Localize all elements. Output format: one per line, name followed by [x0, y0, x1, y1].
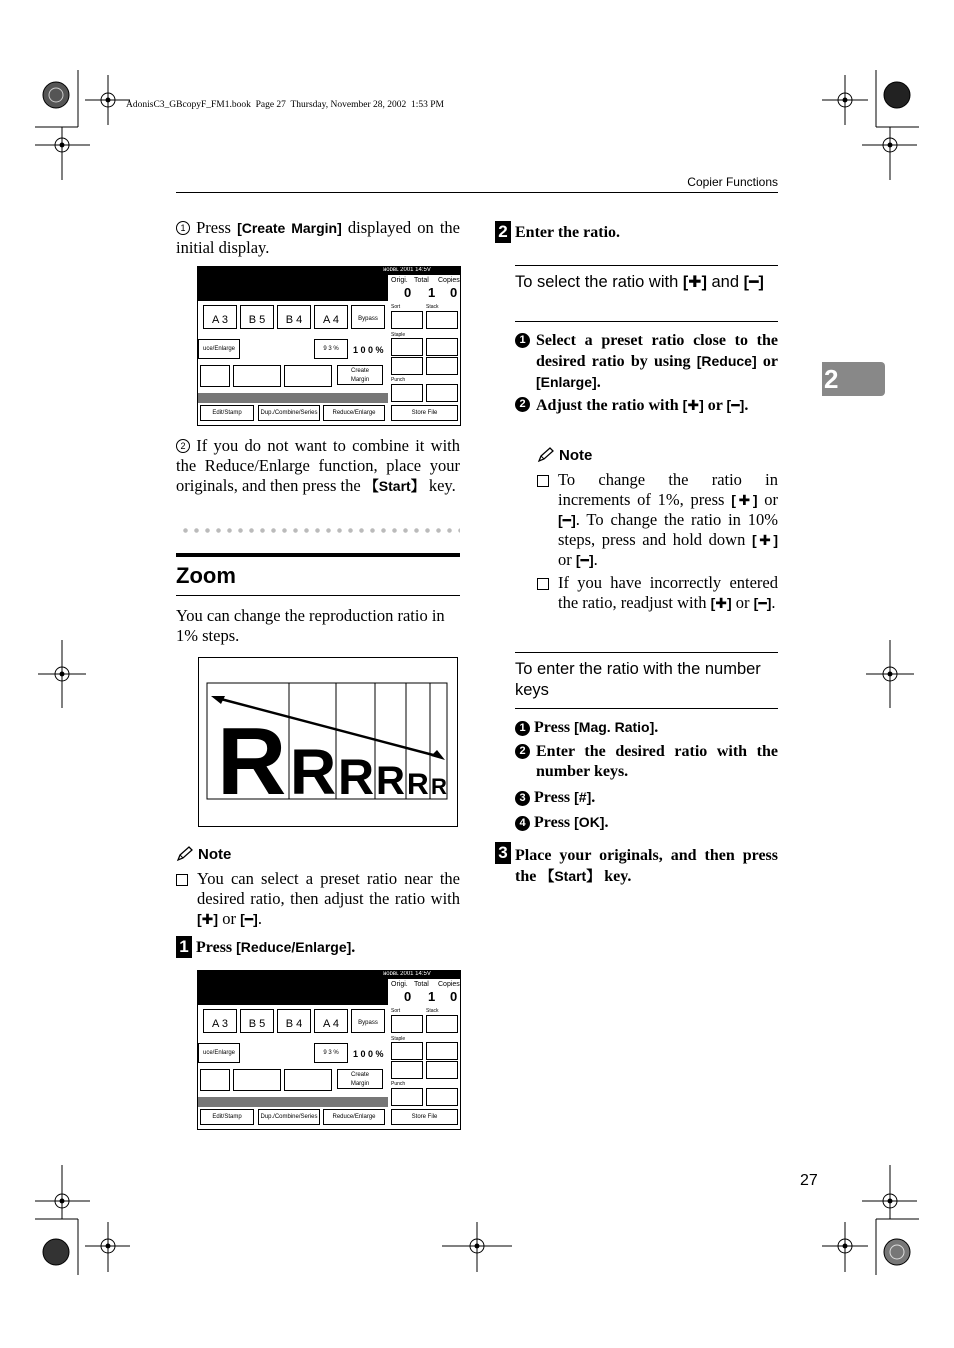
header-rule — [176, 192, 778, 193]
numkey-step-4: 4 Press [OK]. — [515, 812, 778, 833]
substep-2: 2 If you do not want to combine it with the Reduce/Enlarge function, place your originals, and then press the 【Start】 key. — [176, 436, 460, 495]
letter-r-4: R — [376, 759, 405, 803]
step-3: 3 Place your originals, and then press the 【Start】 key. — [495, 842, 778, 887]
note-item: You can select a preset ratio near the desired ratio, then adjust the ratio with [✚] or [━]. — [176, 869, 460, 929]
section-rule-bottom — [176, 595, 460, 596]
letter-r-2: R — [290, 736, 337, 808]
page-number: 27 — [800, 1172, 818, 1189]
checkbox-icon — [537, 475, 549, 487]
numkey-step-1: 1 Press [Mag. Ratio]. — [515, 717, 778, 738]
letter-r-6: R — [431, 774, 447, 799]
box1-rule-bottom — [515, 321, 778, 322]
step-2: 2 Enter the ratio. — [495, 221, 620, 243]
dotted-separator — [180, 528, 460, 533]
pencil-icon — [537, 447, 555, 463]
checkbox-icon — [537, 578, 549, 590]
bullet-2: 2 Adjust the ratio with [✚] or [━]. — [515, 395, 778, 416]
numkey-step-2: 2 Enter the desired ratio with the number keys. — [515, 742, 778, 782]
zoom-intro: You can change the reproduction ratio in 1% steps. — [176, 606, 445, 645]
box2-title: To enter the ratio with the number keys — [515, 660, 761, 699]
note-heading: Note — [176, 846, 231, 867]
substep-1: 1 Press [Create Margin] displayed on the initial display. — [176, 218, 461, 257]
section-rule-top — [176, 553, 460, 557]
note2-item-2: If you have incorrectly entered the ratio, readjust with [✚] or [━]. — [537, 573, 778, 613]
file-info: AdonisC3_GBcopyF_FM1.book Page 27 Thursday, November 28, 2002 1:53 PM — [126, 100, 444, 110]
box2-rule-bottom — [515, 708, 778, 709]
letter-r-3: R — [338, 749, 375, 805]
letter-r-1: R — [217, 708, 287, 815]
running-title: Copier Functions — [687, 175, 778, 189]
zoom-illustration — [199, 658, 457, 826]
letter-r-5: R — [407, 768, 429, 801]
zoom-figure — [198, 657, 458, 827]
chapter-tab: 2 — [822, 362, 885, 396]
control-panel-screen-2: ᴚᴏᴅʙʟ 2001 14:5V Origi. Total Copies 0 1 0 A 3 B 5 B 4 A 4 Bypass Sort Stack uce/Enlarge 9 3 % 1 0 0 % Staple Create Margin Punch Edit/Stamp Dup./Combine/Series Reduce/Enlarge Store File — [197, 970, 461, 1130]
box2-rule-top — [515, 652, 778, 653]
numkey-step-3: 3 Press [#]. — [515, 787, 778, 808]
control-panel-screen: ᴚᴏᴅʙʟ 2001 14:5V Origi. Total Copies 0 1 0 A 3 B 5 B 4 A 4 Bypass Sort Stack uce/Enlarge 9 3 % 1 0 0 % Staple Create Margin Punch Edit/Stamp Dup./Combine/Series Reduce/Enlarge Store File — [197, 266, 461, 426]
section-title: Zoom — [176, 563, 236, 588]
note-heading-2: Note — [537, 447, 592, 468]
bullet-1: 1 Select a preset ratio close to the desired ratio by using [Reduce] or [Enlarge]. — [515, 331, 778, 393]
step-1: 1 Press [Reduce/Enlarge]. — [176, 936, 460, 958]
box1-title: To select the ratio with [✚] and [━] — [515, 273, 764, 291]
checkbox-icon — [176, 874, 188, 886]
note2-item-1: To change the ratio in increments of 1%, press [✚] or [━]. To change the ratio in 10% steps, press and hold down [✚] or [━]. — [537, 470, 778, 570]
box1-rule-top — [515, 265, 778, 266]
pencil-icon — [176, 846, 194, 862]
